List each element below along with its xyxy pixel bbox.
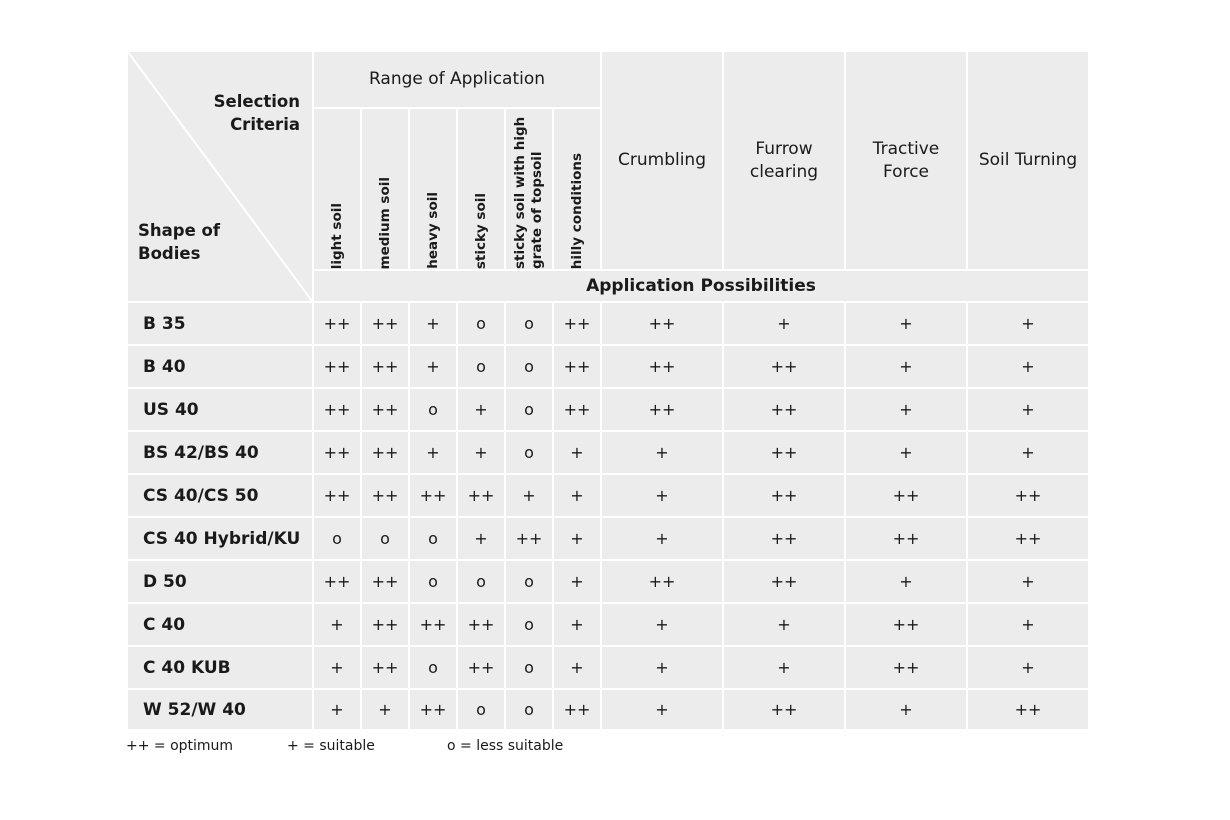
rating-cell: o [506, 389, 552, 430]
rating-cell: ++ [846, 518, 966, 559]
range-of-application-header: Range of Application [314, 52, 600, 107]
rating-cell: ++ [362, 647, 408, 688]
rating-cell: + [846, 389, 966, 430]
rating-cell: + [554, 561, 600, 602]
rating-cell: + [506, 475, 552, 516]
rating-cell: + [314, 647, 360, 688]
rating-cell: + [968, 346, 1088, 387]
col-soil-turning-header: Soil Turning [968, 52, 1088, 269]
rating-cell: ++ [724, 475, 844, 516]
rating-cell: + [314, 604, 360, 645]
rating-cell: + [410, 346, 456, 387]
rating-cell: ++ [724, 346, 844, 387]
row-label: CS 40 Hybrid/KU [128, 518, 312, 559]
rating-cell: + [362, 690, 408, 729]
rating-cell: + [554, 647, 600, 688]
rating-cell: ++ [362, 604, 408, 645]
rating-cell: ++ [458, 647, 504, 688]
rating-cell: ++ [846, 475, 966, 516]
rating-cell: o [410, 389, 456, 430]
rating-cell: ++ [602, 561, 722, 602]
rating-cell: o [362, 518, 408, 559]
rating-cell: o [410, 518, 456, 559]
application-possibilities-header: Application Possibilities [314, 271, 1088, 301]
rating-cell: ++ [458, 475, 504, 516]
rating-cell: + [602, 432, 722, 473]
rating-cell: o [506, 346, 552, 387]
rating-cell: ++ [724, 389, 844, 430]
row-label: BS 42/BS 40 [128, 432, 312, 473]
rating-cell: o [458, 690, 504, 729]
rating-cell: o [506, 647, 552, 688]
legend-suitable: + = suitable [287, 738, 375, 754]
rating-cell: ++ [724, 518, 844, 559]
rating-cell: + [846, 432, 966, 473]
rating-cell: + [410, 303, 456, 344]
rating-cell: + [602, 518, 722, 559]
rating-cell: + [410, 432, 456, 473]
rating-cell: ++ [724, 432, 844, 473]
rating-cell: + [554, 518, 600, 559]
row-label: B 40 [128, 346, 312, 387]
col-sticky-soil-header [458, 109, 504, 269]
rating-cell: ++ [362, 346, 408, 387]
rating-cell: o [314, 518, 360, 559]
rating-cell: ++ [314, 432, 360, 473]
legend-optimum: ++ = optimum [126, 738, 234, 754]
selection-criteria-table [128, 52, 1088, 729]
col-medium-soil-header [362, 109, 408, 269]
corner-header-cell [128, 52, 312, 301]
col-light-soil-header [314, 109, 360, 269]
col-heavy-soil-label: heavy soil [424, 192, 441, 269]
rating-cell: ++ [458, 604, 504, 645]
rating-cell: ++ [968, 475, 1088, 516]
col-hilly-conditions-header [554, 109, 600, 269]
rating-cell: ++ [602, 389, 722, 430]
row-label: C 40 KUB [128, 647, 312, 688]
rating-cell: + [968, 604, 1088, 645]
rating-cell: ++ [314, 346, 360, 387]
col-sticky-soil-label: sticky soil [472, 192, 489, 269]
rating-cell: + [458, 389, 504, 430]
rating-cell: ++ [554, 690, 600, 729]
rating-cell: o [458, 561, 504, 602]
rating-cell: ++ [846, 647, 966, 688]
rating-cell: ++ [602, 346, 722, 387]
rating-cell: ++ [410, 690, 456, 729]
row-label: US 40 [128, 389, 312, 430]
rating-cell: o [410, 647, 456, 688]
rating-cell: ++ [410, 604, 456, 645]
rating-cell: ++ [362, 432, 408, 473]
rating-cell: ++ [362, 561, 408, 602]
rating-cell: o [506, 561, 552, 602]
legend-less-suitable: o = less suitable [447, 738, 564, 754]
rating-cell: + [458, 518, 504, 559]
rating-cell: + [968, 432, 1088, 473]
rating-cell: ++ [846, 604, 966, 645]
rating-cell: ++ [362, 303, 408, 344]
rating-cell: o [410, 561, 456, 602]
rating-cell: ++ [554, 346, 600, 387]
rating-cell: o [458, 346, 504, 387]
rating-cell: ++ [314, 389, 360, 430]
rating-cell: + [968, 647, 1088, 688]
rating-cell: ++ [968, 690, 1088, 729]
rating-cell: + [602, 475, 722, 516]
rating-cell: ++ [314, 561, 360, 602]
row-label: D 50 [128, 561, 312, 602]
col-tractive-force-header: Tractive Force [846, 52, 966, 269]
rating-cell: ++ [602, 303, 722, 344]
rating-cell: + [724, 303, 844, 344]
rating-cell: + [554, 604, 600, 645]
rating-cell: + [554, 432, 600, 473]
rating-cell: ++ [506, 518, 552, 559]
shape-of-bodies-label: Shape of Bodies [138, 221, 221, 263]
row-label: W 52/W 40 [128, 690, 312, 729]
row-label: CS 40/CS 50 [128, 475, 312, 516]
rating-cell: ++ [362, 389, 408, 430]
col-hilly-conditions-label: hilly conditions [568, 152, 585, 269]
rating-cell: ++ [724, 690, 844, 729]
rating-cell: o [458, 303, 504, 344]
rating-cell: + [458, 432, 504, 473]
rating-cell: ++ [314, 475, 360, 516]
rating-cell: + [846, 303, 966, 344]
rating-cell: + [602, 647, 722, 688]
rating-cell: + [724, 647, 844, 688]
rating-cell: + [724, 604, 844, 645]
rating-cell: ++ [554, 389, 600, 430]
rating-cell: + [968, 303, 1088, 344]
col-sticky-soil-high-topsoil-header [506, 109, 552, 269]
col-crumbling-header: Crumbling [602, 52, 722, 269]
rating-cell: + [846, 690, 966, 729]
rating-cell: + [846, 346, 966, 387]
rating-cell: + [968, 561, 1088, 602]
rating-cell: o [506, 690, 552, 729]
rating-cell: ++ [362, 475, 408, 516]
rating-cell: o [506, 604, 552, 645]
rating-cell: + [314, 690, 360, 729]
rating-cell: o [506, 303, 552, 344]
rating-cell: ++ [314, 303, 360, 344]
rating-cell: + [968, 389, 1088, 430]
col-light-soil-label: light soil [328, 202, 345, 269]
selection-criteria-label: Selection Criteria [213, 92, 300, 134]
row-label: C 40 [128, 604, 312, 645]
rating-cell: ++ [724, 561, 844, 602]
col-medium-soil-label: medium soil [376, 176, 393, 269]
rating-cell: + [554, 475, 600, 516]
rating-cell: ++ [968, 518, 1088, 559]
rating-cell: o [506, 432, 552, 473]
rating-cell: + [602, 604, 722, 645]
col-furrow-clearing-header: Furrow clearing [724, 52, 844, 269]
col-sticky-soil-high-topsoil-label: sticky soil with high grate of topsoil [512, 116, 545, 269]
col-heavy-soil-header [410, 109, 456, 269]
rating-cell: ++ [410, 475, 456, 516]
rating-cell: + [602, 690, 722, 729]
rating-cell: + [846, 561, 966, 602]
rating-cell: ++ [554, 303, 600, 344]
row-label: B 35 [128, 303, 312, 344]
